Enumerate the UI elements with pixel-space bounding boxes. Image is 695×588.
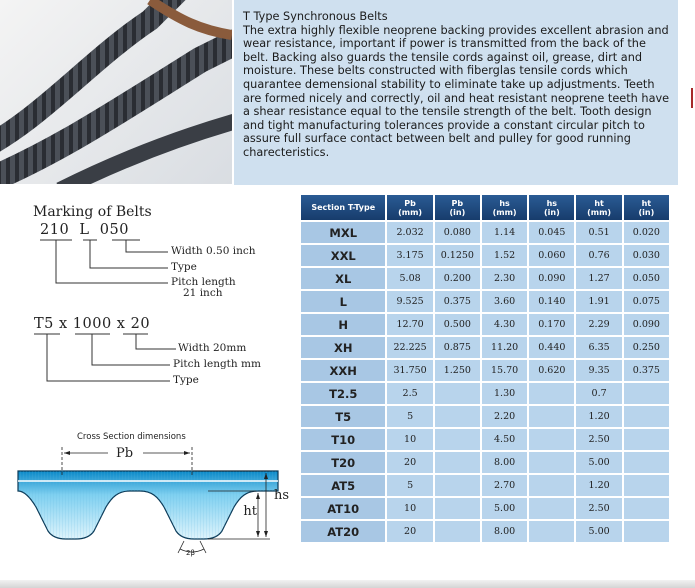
value-cell: 0.375 — [435, 291, 480, 312]
header-hs-in: hs (in) — [529, 195, 574, 220]
section-cell: AT10 — [301, 498, 385, 519]
value-cell: 0.050 — [624, 268, 669, 289]
table-header-row — [301, 195, 669, 220]
table-body — [301, 222, 669, 542]
section-cell: XXL — [301, 245, 385, 266]
value-cell: 0.1250 — [435, 245, 480, 266]
value-cell: 5 — [387, 475, 432, 496]
marking-example1-type: Type — [171, 261, 197, 273]
value-cell — [529, 452, 574, 473]
value-cell: 5.00 — [576, 521, 621, 542]
value-cell: 12.70 — [387, 314, 432, 335]
value-cell — [529, 475, 574, 496]
section-cell: H — [301, 314, 385, 335]
value-cell — [529, 521, 574, 542]
section-cell: XL — [301, 268, 385, 289]
value-cell: 0.620 — [529, 360, 574, 381]
value-cell: 0.090 — [529, 268, 574, 289]
value-cell: 2.032 — [387, 222, 432, 243]
description-panel — [234, 0, 678, 185]
value-cell: 22.225 — [387, 337, 432, 358]
header-section: Section T-Type — [301, 195, 385, 220]
value-cell — [435, 406, 480, 427]
value-cell: 0.440 — [529, 337, 574, 358]
value-cell: 1.20 — [576, 406, 621, 427]
section-cell: AT5 — [301, 475, 385, 496]
description-body: The extra highly flexible neoprene backing provides excellent abrasion and wear resistance, important if power is transmitted from the back of the belt. Backing also guards the tensile cords against oil, grease, dirt and moisture. These belts constructed with fiberglas tensile cords which quarantee demensional stability to eliminate take up adjustments. Teeth are formed nicely and correctly, oil and heat resistant neoprene teeth have a shear resistance equal to the tensile strength of the belt. Tooth design and tight manufacturing tolerances provide a constant circular pitch to assure full surface contact between belt and pulley for good running charecteristics. — [243, 23, 670, 159]
value-cell: 0.170 — [529, 314, 574, 335]
description-title: T Type Synchronous Belts — [243, 10, 388, 23]
value-cell: 0.045 — [529, 222, 574, 243]
angle-label: 2β — [186, 549, 195, 557]
value-cell: 0.020 — [624, 222, 669, 243]
value-cell: 1.250 — [435, 360, 480, 381]
header-ht-mm: ht (mm) — [576, 195, 621, 220]
value-cell: 31.750 — [387, 360, 432, 381]
value-cell: 2.70 — [482, 475, 527, 496]
table-row — [301, 475, 669, 496]
marking-example2-type: Type — [173, 374, 199, 386]
marking-example1-pitch: Pitch length — [171, 276, 236, 288]
value-cell — [624, 383, 669, 404]
value-cell: 5.00 — [576, 452, 621, 473]
value-cell — [529, 429, 574, 450]
marking-example1-code: 210 L 050 — [40, 222, 129, 238]
section-cell: XH — [301, 337, 385, 358]
value-cell: 0.250 — [624, 337, 669, 358]
value-cell: 11.20 — [482, 337, 527, 358]
table-row — [301, 429, 669, 450]
section-cell: T20 — [301, 452, 385, 473]
value-cell: 0.030 — [624, 245, 669, 266]
value-cell: 0.51 — [576, 222, 621, 243]
value-cell — [435, 475, 480, 496]
value-cell: 0.075 — [624, 291, 669, 312]
value-cell: 0.375 — [624, 360, 669, 381]
value-cell: 5 — [387, 406, 432, 427]
value-cell: 1.91 — [576, 291, 621, 312]
table-row — [301, 521, 669, 542]
value-cell: 3.175 — [387, 245, 432, 266]
value-cell: 0.76 — [576, 245, 621, 266]
header-hs-mm: hs (mm) — [482, 195, 527, 220]
marking-example1-pitch-value: 21 inch — [183, 287, 223, 299]
table-row — [301, 383, 669, 404]
value-cell: 0.875 — [435, 337, 480, 358]
table-row — [301, 291, 669, 312]
table-row — [301, 406, 669, 427]
bottom-bar — [0, 580, 695, 588]
value-cell: 8.00 — [482, 521, 527, 542]
value-cell: 1.27 — [576, 268, 621, 289]
section-cell: T5 — [301, 406, 385, 427]
table-row — [301, 268, 669, 289]
value-cell — [435, 452, 480, 473]
value-cell — [624, 521, 669, 542]
pb-label: Pb — [116, 446, 134, 461]
table-row — [301, 222, 669, 243]
value-cell — [624, 475, 669, 496]
marking-example1-width: Width 0.50 inch — [171, 245, 256, 257]
section-cell: L — [301, 291, 385, 312]
value-cell: 9.35 — [576, 360, 621, 381]
marking-example2-code: T5 x 1000 x 20 — [34, 316, 151, 332]
value-cell: 4.30 — [482, 314, 527, 335]
value-cell: 6.35 — [576, 337, 621, 358]
value-cell: 3.60 — [482, 291, 527, 312]
section-cell: T10 — [301, 429, 385, 450]
value-cell: 5.00 — [482, 498, 527, 519]
header-pb-mm: Pb (mm) — [387, 195, 432, 220]
value-cell — [529, 498, 574, 519]
value-cell: 10 — [387, 429, 432, 450]
value-cell — [435, 498, 480, 519]
value-cell — [624, 452, 669, 473]
value-cell: 2.29 — [576, 314, 621, 335]
section-cell: MXL — [301, 222, 385, 243]
value-cell — [435, 383, 480, 404]
value-cell: 0.7 — [576, 383, 621, 404]
value-cell: 15.70 — [482, 360, 527, 381]
table-row — [301, 452, 669, 473]
value-cell: 20 — [387, 452, 432, 473]
value-cell: 2.5 — [387, 383, 432, 404]
value-cell — [435, 429, 480, 450]
value-cell: 0.090 — [624, 314, 669, 335]
edge-marker — [691, 88, 693, 108]
value-cell: 8.00 — [482, 452, 527, 473]
value-cell — [624, 406, 669, 427]
header-pb-in: Pb (in) — [435, 195, 480, 220]
table-row — [301, 498, 669, 519]
section-cell: AT20 — [301, 521, 385, 542]
marking-leader-lines — [0, 0, 300, 400]
marking-title: Marking of Belts — [33, 204, 152, 220]
value-cell — [529, 383, 574, 404]
value-cell: 2.50 — [576, 498, 621, 519]
cross-section-diagram — [8, 443, 298, 561]
value-cell — [624, 498, 669, 519]
value-cell: 1.52 — [482, 245, 527, 266]
section-cell: T2.5 — [301, 383, 385, 404]
value-cell — [435, 521, 480, 542]
value-cell: 0.140 — [529, 291, 574, 312]
value-cell: 9.525 — [387, 291, 432, 312]
table-row — [301, 314, 669, 335]
value-cell: 2.30 — [482, 268, 527, 289]
value-cell: 5.08 — [387, 268, 432, 289]
table-row — [301, 337, 669, 358]
section-cell: XXH — [301, 360, 385, 381]
marking-example2-pitch: Pitch length mm — [173, 358, 261, 370]
value-cell: 20 — [387, 521, 432, 542]
value-cell: 10 — [387, 498, 432, 519]
value-cell: 1.14 — [482, 222, 527, 243]
cross-section-title: Cross Section dimensions — [77, 432, 186, 442]
value-cell — [529, 406, 574, 427]
ht-label: ht — [243, 504, 257, 519]
value-cell: 1.20 — [576, 475, 621, 496]
value-cell: 1.30 — [482, 383, 527, 404]
table-row — [301, 360, 669, 381]
value-cell: 0.060 — [529, 245, 574, 266]
value-cell — [624, 429, 669, 450]
value-cell: 0.500 — [435, 314, 480, 335]
table-row — [301, 245, 669, 266]
value-cell: 2.20 — [482, 406, 527, 427]
marking-example2-width: Width 20mm — [178, 342, 247, 354]
spec-table-wrap — [299, 193, 671, 544]
header-ht-in: ht (in) — [624, 195, 669, 220]
value-cell: 4.50 — [482, 429, 527, 450]
value-cell: 2.50 — [576, 429, 621, 450]
value-cell: 0.080 — [435, 222, 480, 243]
value-cell: 0.200 — [435, 268, 480, 289]
hs-label: hs — [274, 488, 290, 503]
spec-table — [299, 193, 671, 544]
